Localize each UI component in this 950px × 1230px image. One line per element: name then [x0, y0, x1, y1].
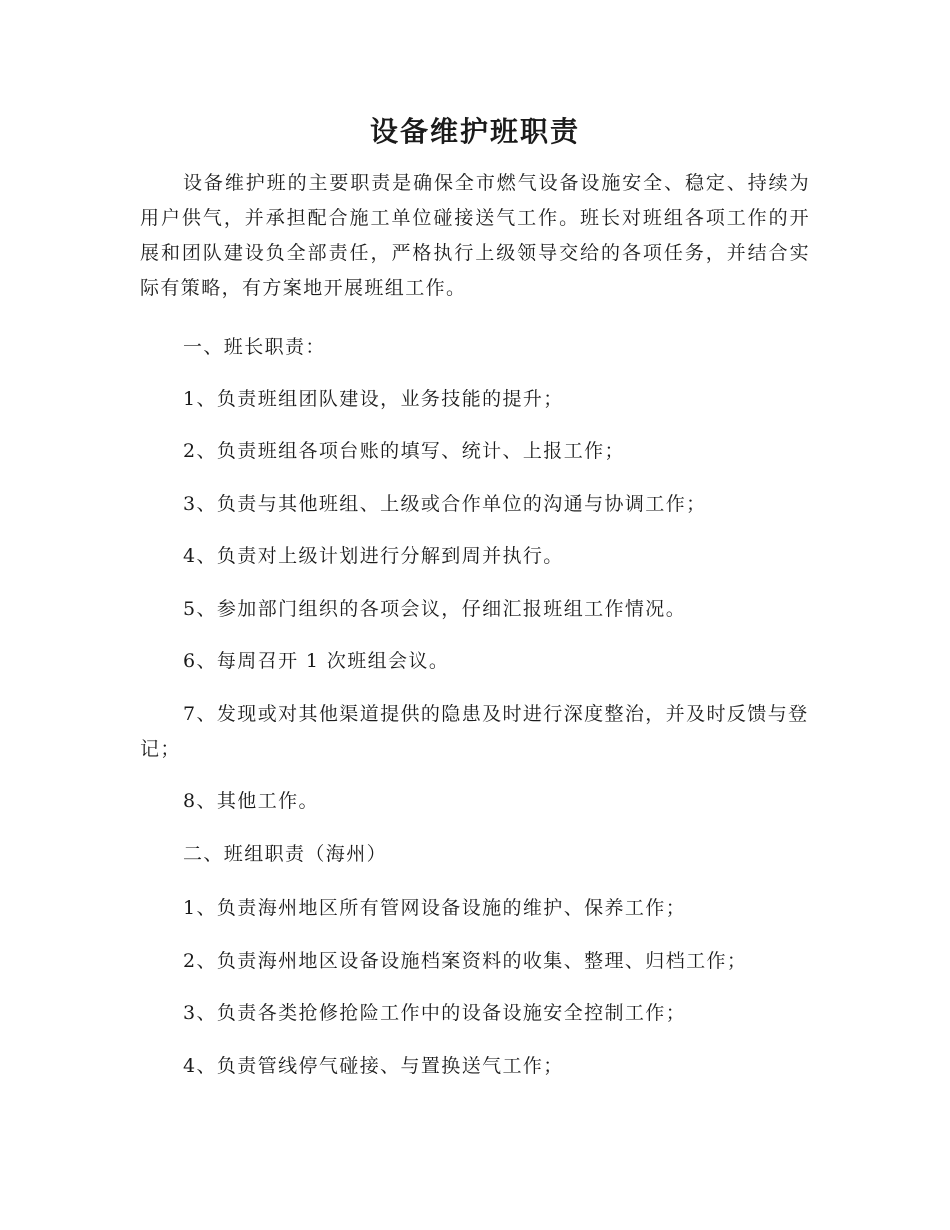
intro-paragraph: 设备维护班的主要职责是确保全市燃气设备设施安全、稳定、持续为用户供气，并承担配合施工单位碰接送气工作。班长对班组各项工作的开展和团队建设负全部责任，严格执行上级领导交给的各项任务，并结合实际有策略，有方案地开展班组工作。 [140, 172, 810, 299]
section-heading-team: 二、班组职责（海州） [183, 843, 388, 865]
leader-duty-item: 7、发现或对其他渠道提供的隐患及时进行深度整治，并及时反馈与登记； [140, 703, 809, 760]
team-duty-item: 1、负责海州地区所有管网设备设施的维护、保养工作； [183, 897, 687, 919]
leader-duty-item: 1、负责班组团队建设，业务技能的提升； [183, 388, 564, 410]
team-duty-item: 2、负责海州地区设备设施档案资料的收集、整理、归档工作； [183, 950, 748, 972]
page-title: 设备维护班职责 [369, 115, 580, 148]
leader-duty-item: 5、参加部门组织的各项会议，仔细汇报班组工作情况。 [183, 598, 687, 620]
team-duty-item: 4、负责管线停气碰接、与置换送气工作； [183, 1055, 564, 1077]
leader-duty-item: 6、每周召开 1 次班组会议。 [183, 650, 450, 672]
team-duty-item: 3、负责各类抢修抢险工作中的设备设施安全控制工作； [183, 1002, 687, 1024]
leader-duty-item: 2、负责班组各项台账的填写、统计、上报工作； [183, 440, 625, 462]
leader-duty-item: 8、其他工作。 [183, 790, 319, 812]
leader-duty-item: 4、负责对上级计划进行分解到周并执行。 [183, 545, 564, 567]
section-heading-leader: 一、班长职责： [183, 336, 326, 358]
leader-duty-item: 3、负责与其他班组、上级或合作单位的沟通与协调工作； [183, 493, 707, 515]
